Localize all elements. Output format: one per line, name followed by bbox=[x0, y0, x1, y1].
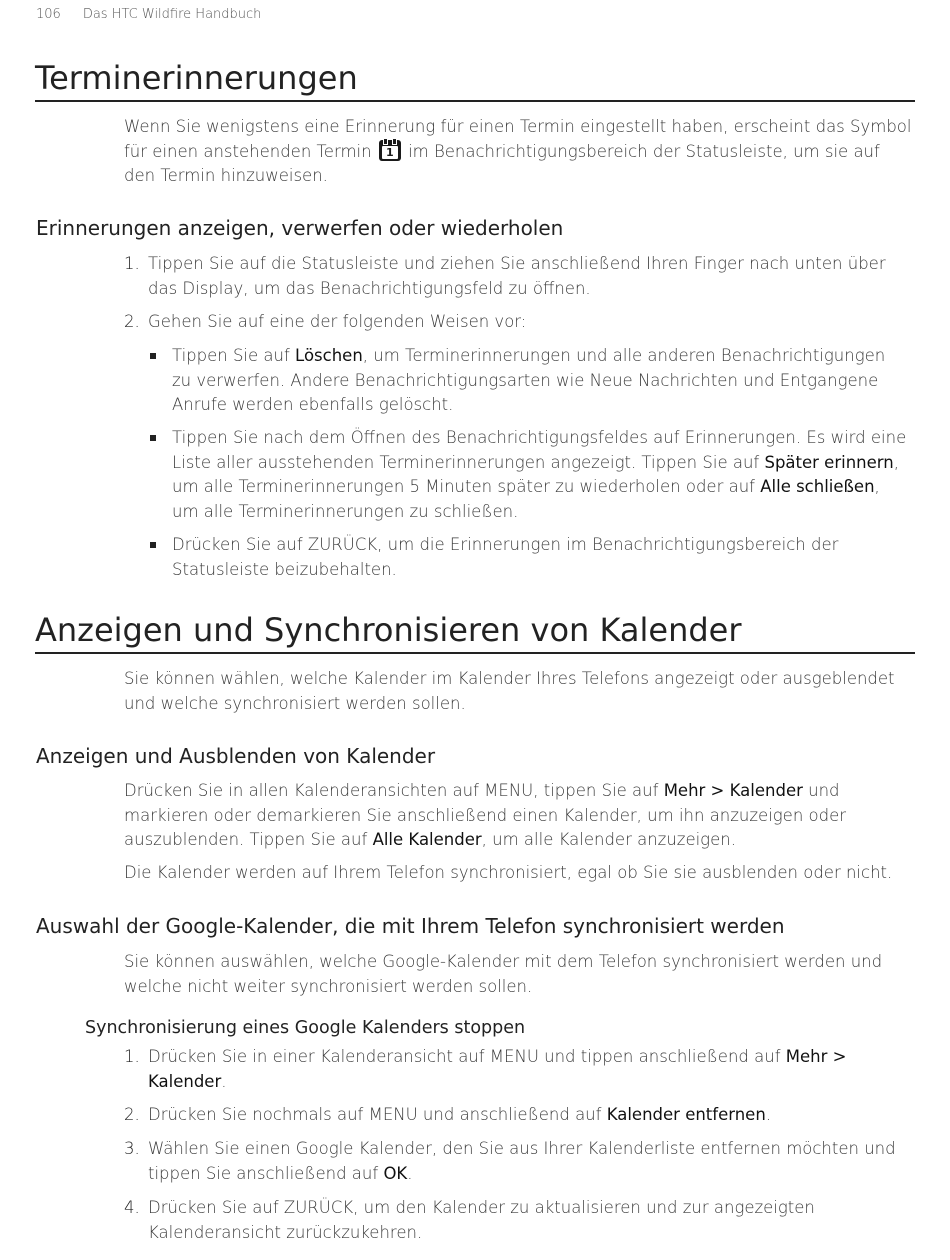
step-number: 1. bbox=[124, 1047, 140, 1066]
procedure-title: Synchronisierung eines Google Kalenders stoppen bbox=[85, 1018, 526, 1038]
list-item bbox=[124, 1103, 914, 1128]
intro-text-b: im Benachrichtigungsbereich der Statusleiste, um sie auf den Termin hinzuweisen. bbox=[124, 141, 880, 185]
ui-term-kalender-entfernen: Kalender entfernen bbox=[606, 1105, 766, 1124]
step-text: Drücken Sie in einer Kalenderansicht auf MENU und tippen anschließend auf bbox=[148, 1047, 786, 1066]
subsection-title-anzeigen-ausblenden: Anzeigen und Ausblenden von Kalender bbox=[36, 744, 436, 768]
ui-term-mehr-kalender: Mehr > Kalender bbox=[663, 781, 803, 800]
step-number: 1. bbox=[124, 254, 140, 273]
section-title-kalender-synchronisieren: Anzeigen und Synchronisieren von Kalender bbox=[35, 610, 915, 654]
step-text: Gehen Sie auf eine der folgenden Weisen vor: bbox=[148, 312, 527, 331]
ui-term-spaeter-erinnern: Später erinnern bbox=[764, 452, 894, 472]
bullet-text: Tippen Sie auf bbox=[172, 346, 296, 365]
ui-term-alle-kalender: Alle Kalender bbox=[372, 830, 482, 849]
paragraph: Die Kalender werden auf Ihrem Telefon synchronisiert, egal ob Sie sie ausblenden oder nicht. bbox=[124, 863, 893, 882]
step-number: 2. bbox=[124, 312, 140, 331]
section2-intro: Sie können wählen, welche Kalender im Kalender Ihres Telefons angezeigt oder ausgeblendet und welche synchronisiert werden sollen. bbox=[124, 669, 895, 713]
step-text: Wählen Sie einen Google Kalender, den Sie aus Ihrer Kalenderliste entfernen möchten und tippen Sie anschließend auf bbox=[148, 1139, 896, 1183]
paragraph-text: und markieren oder demarkieren Sie anschließend einen Kalender, um ihn anzuzeigen oder auszublenden. Tippen Sie auf bbox=[124, 781, 847, 849]
step-number: 2. bbox=[124, 1105, 140, 1124]
ui-term-loeschen: Löschen bbox=[295, 346, 363, 365]
list-item bbox=[124, 1196, 914, 1245]
intro-text-a: Wenn Sie wenigstens eine Erinnerung für einen Termin eingestellt haben, erscheint das Symbol für einen anstehenden Termin bbox=[124, 117, 912, 161]
calendar-icon-day: 1 bbox=[382, 146, 398, 159]
list-item bbox=[124, 310, 914, 335]
ui-term-ok: OK bbox=[383, 1163, 408, 1183]
bullet-text: , um alle Terminerinnerungen zu schließen. bbox=[172, 477, 880, 521]
bullet-square bbox=[150, 542, 156, 548]
paragraph-text: Drücken Sie in allen Kalenderansichten auf MENU, tippen Sie auf bbox=[124, 781, 664, 800]
step-text: Drücken Sie nochmals auf MENU und anschließend auf bbox=[148, 1105, 607, 1124]
section-title-terminerinnerungen: Terminerinnerungen bbox=[35, 58, 915, 102]
bullet-text: Tippen Sie nach dem Öffnen des Benachrichtigungsfeldes auf Erinnerungen. Es wird eine Liste aller ausstehenden Terminerinnerungen angezeigt. Tippen Sie auf bbox=[172, 428, 907, 472]
bullet-text: , um alle Terminerinnerungen 5 Minuten später zu wiederholen oder auf bbox=[172, 452, 899, 496]
list-item bbox=[124, 1137, 914, 1186]
paragraph bbox=[124, 779, 914, 853]
bullet-text: Drücken Sie auf ZURÜCK, um die Erinnerungen im Benachrichtigungsbereich der Statusleiste beizubehalten. bbox=[172, 535, 839, 579]
paragraph-text: , um alle Kalender anzuzeigen. bbox=[481, 830, 736, 849]
bullet-square bbox=[150, 435, 156, 441]
step-number: 3. bbox=[124, 1139, 140, 1158]
bullet-square bbox=[150, 353, 156, 359]
step-text: Tippen Sie auf die Statusleiste und ziehen Sie anschließend Ihren Finger nach unten über das Display, um das Benachrichtigungsfeld zu öffnen. bbox=[148, 254, 886, 298]
list-item bbox=[124, 1045, 914, 1094]
book-title: Das HTC Wildfire Handbuch bbox=[82, 7, 262, 22]
step-text: . bbox=[765, 1105, 772, 1124]
ui-term-alle-schliessen: Alle schließen bbox=[760, 477, 875, 496]
step-text: . bbox=[221, 1071, 227, 1091]
calendar-icon bbox=[379, 140, 401, 161]
bullet-item bbox=[148, 426, 908, 524]
page-number: 106 bbox=[36, 7, 61, 22]
bullet-item bbox=[148, 344, 908, 418]
step-number: 4. bbox=[124, 1198, 140, 1217]
step-text: . bbox=[407, 1163, 413, 1183]
step-text: Drücken Sie auf ZURÜCK, um den Kalender zu aktualisieren und zur angezeigten Kalenderansicht zurückzukehren. bbox=[148, 1198, 815, 1242]
subsection-title-erinnerungen: Erinnerungen anzeigen, verwerfen oder wiederholen bbox=[36, 216, 564, 240]
bullet-text: , um Terminerinnerungen und alle anderen Benachrichtigungen zu verwerfen. Andere Benachrichtigungsarten wie Neue Nachrichten und Entgangene Anrufe werden ebenfalls gelöscht. bbox=[172, 346, 886, 414]
page-header bbox=[36, 7, 261, 22]
ui-term-mehr-kalender: Mehr > Kalender bbox=[148, 1047, 847, 1091]
list-item bbox=[124, 252, 914, 301]
bullet-item bbox=[148, 533, 908, 582]
intro-paragraph bbox=[124, 115, 914, 189]
subsection-title-google-kalender: Auswahl der Google-Kalender, die mit Ihrem Telefon synchronisiert werden bbox=[36, 914, 785, 938]
paragraph: Sie können auswählen, welche Google-Kalender mit dem Telefon synchronisiert werden und welche nicht weiter synchronisiert werden sollen. bbox=[124, 952, 883, 996]
